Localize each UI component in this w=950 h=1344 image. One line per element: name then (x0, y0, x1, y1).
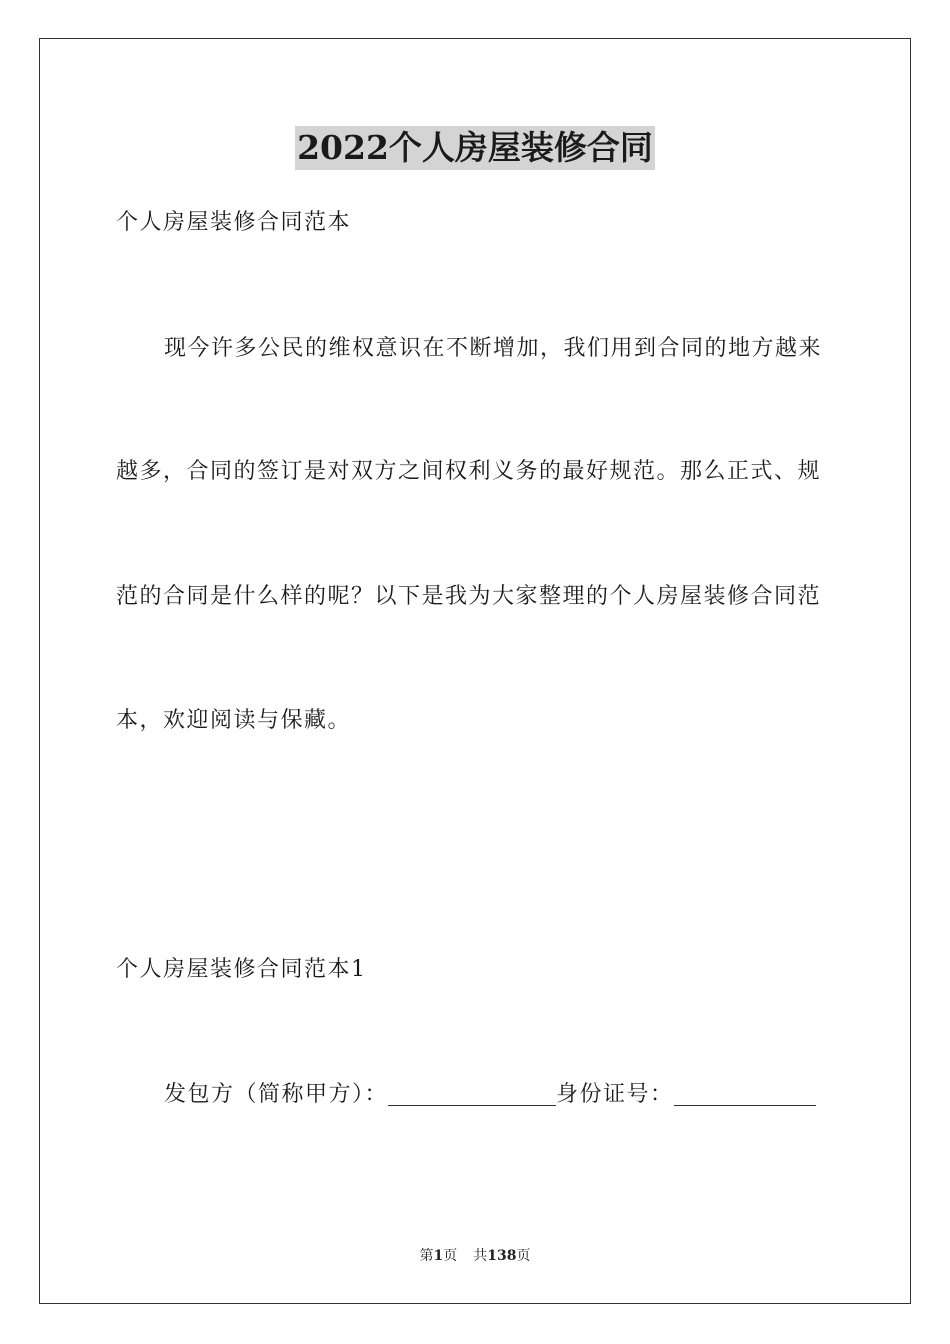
title-container (0, 126, 950, 170)
party-a-name-blank[interactable] (388, 1083, 556, 1106)
footer-page-suffix: 页 (443, 1248, 458, 1264)
id-number-label: 身份证号： (556, 1082, 674, 1107)
id-number-blank[interactable] (674, 1083, 816, 1106)
page-footer (0, 1246, 950, 1266)
document-subtitle: 个人房屋装修合同范本 (116, 210, 352, 235)
footer-page-number: 1 (433, 1248, 444, 1264)
party-a-label: 发包方（简称甲方）： (164, 1082, 389, 1107)
footer-total-suffix: 页 (516, 1248, 531, 1264)
section-heading: 个人房屋装修合同范本1 (116, 957, 367, 982)
footer-page-prefix: 第 (419, 1248, 434, 1264)
intro-line-1: 现今许多公民的维权意识在不断增加，我们用到合同的地方越来 (164, 336, 823, 361)
document-title: 2022个人房屋装修合同 (295, 126, 655, 170)
party-a-field-row (164, 1080, 816, 1110)
intro-line-3: 范的合同是什么样的呢？以下是我为大家整理的个人房屋装修合同范 (116, 584, 822, 609)
footer-total-pages: 138 (487, 1248, 517, 1264)
footer-total-prefix: 共 (473, 1248, 488, 1264)
intro-line-2: 越多，合同的签订是对双方之间权利义务的最好规范。那么正式、规 (116, 459, 822, 484)
intro-line-4: 本，欢迎阅读与保藏。 (116, 708, 352, 733)
